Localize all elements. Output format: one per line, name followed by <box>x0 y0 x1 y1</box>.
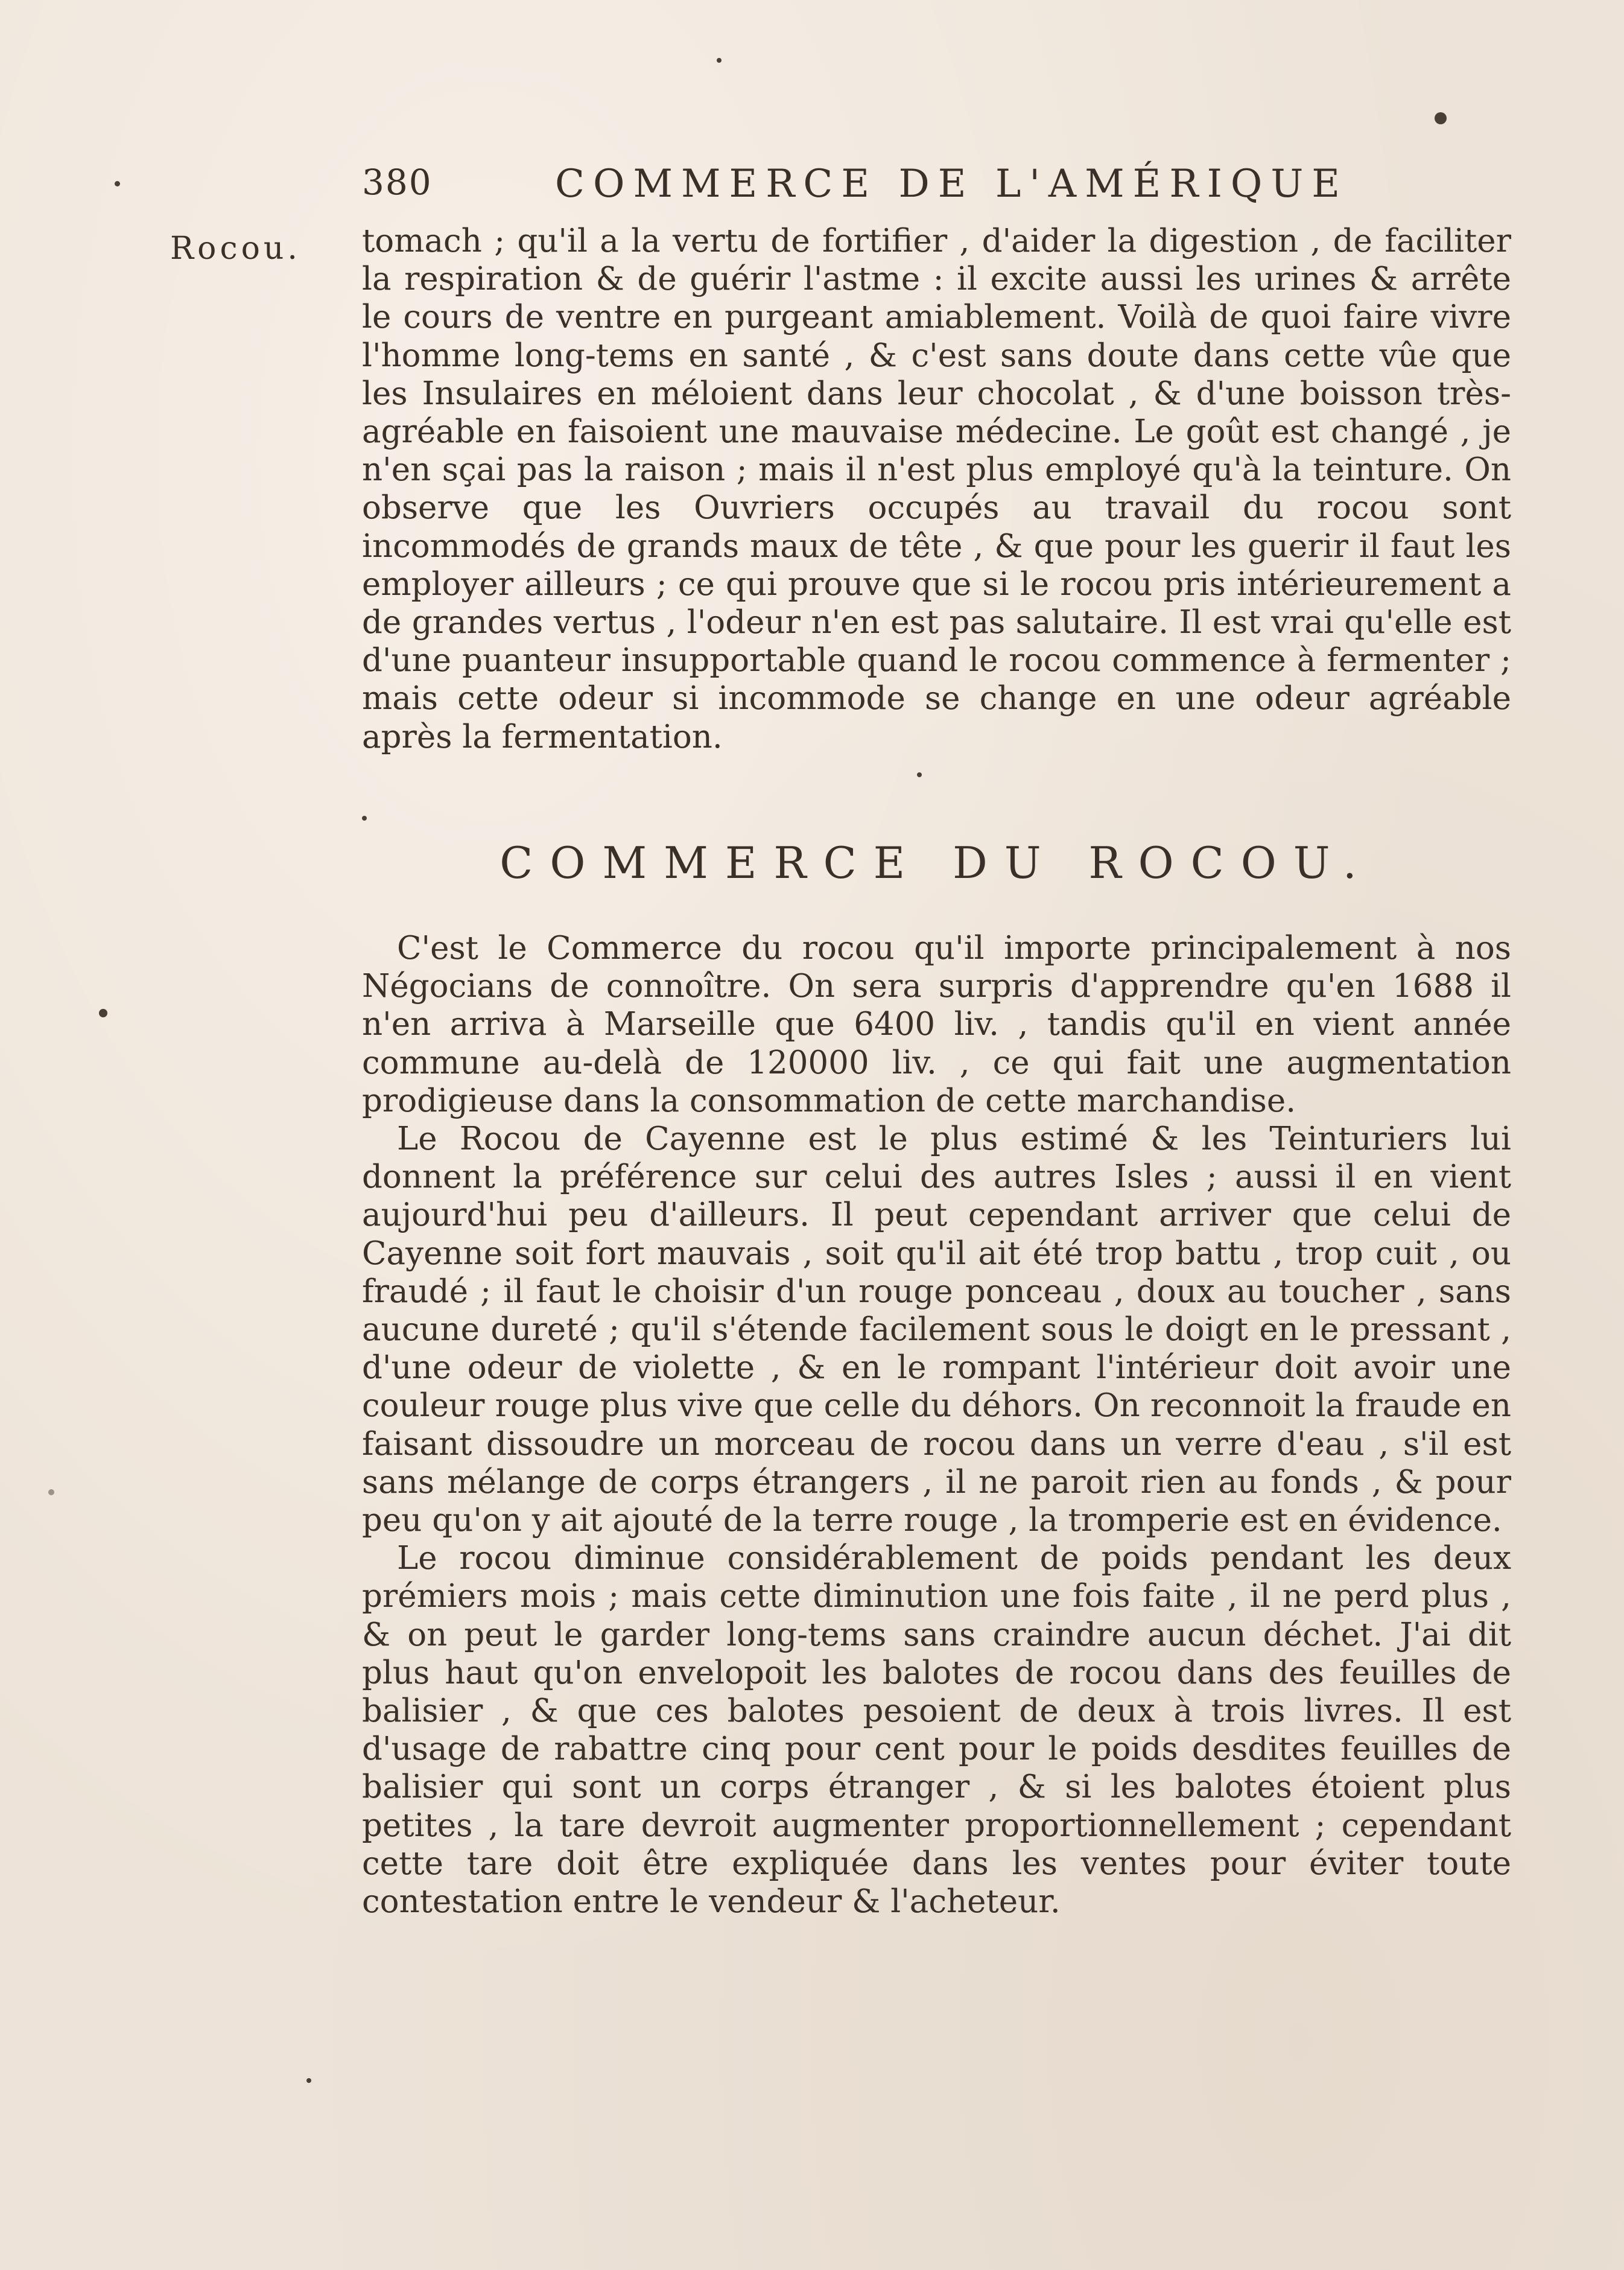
page-number: 380 <box>362 162 433 203</box>
ink-speck <box>48 1489 54 1495</box>
section-paragraph-2: Le Rocou de Cayenne est le plus estimé & les Teinturiers lui donnent la préférence sur celui des autres Isles ; aussi il en vient aujourd'hui peu d'ailleurs. Il peut cependant arriver que celui de Cayenne soit fort mauvais , soit qu'il ait été trop battu , trop cuit , ou fraudé ; il faut le choisir d'un rouge ponceau , doux au toucher , sans aucune dureté ; qu'il s'étende facilement sous le doigt en le pressant , d'une odeur de violette , & en le rompant l'intérieur doit avoir une couleur rouge plus vive que celle du déhors. On reconnoit la fraude en faisant dissoudre un morceau de rocou dans un verre d'eau , s'il est sans mélange de corps étrangers , il ne paroit rien au fonds , & pour peu qu'on y ait ajouté de la terre rouge , la tromperie est en évidence. <box>362 1121 1511 1539</box>
ink-speck <box>1435 112 1447 124</box>
ink-speck <box>306 2078 311 2083</box>
continued-paragraph: tomach ; qu'il a la vertu de fortifier , d'aider la digestion , de faciliter la respiration & de guérir l'astme : il excite aussi les urines & arrête le cours de ventre en purgeant amiablement. Voilà de quoi faire vivre l'homme long-tems en santé , & c'est sans doute dans cette vûe que les Insulaires en méloient dans leur chocolat , & d'une boisson très-agréable en faisoient une mauvaise médecine. Le goût est changé , je n'en sçai pas la raison ; mais il n'est plus employé qu'à la teinture. On observe que les Ouvriers occupés au travail du rocou sont incommodés de grands maux de tête , & que pour les guerir il faut les employer ailleurs ; ce qui prouve que si le rocou pris intérieurement a de grandes vertus , l'odeur n'en est pas salutaire. Il est vrai qu'elle est d'une puanteur insupportable quand le rocou commence à fermenter ; mais cette odeur si incommode se change en une odeur agréable après la fermentation. <box>362 223 1511 755</box>
running-title: COMMERCE DE L'AMÉRIQUE <box>555 162 1348 206</box>
section-paragraph-1: C'est le Commerce du rocou qu'il importe principalement à nos Négocians de connoître. On sera surpris d'apprendre qu'en 1688 il n'en arriva à Marseille que 6400 liv. , tandis qu'il en vient année commune au-delà de 120000 liv. , ce qui fait une augmentation prodigieuse dans la consommation de cette marchandise. <box>362 930 1511 1119</box>
ink-speck <box>99 1009 107 1017</box>
ink-speck <box>717 58 722 63</box>
running-head <box>362 162 1357 204</box>
margin-note: Rocou. <box>170 230 301 267</box>
section-paragraph-3: Le rocou diminue considérablement de poids pendant les deux prémiers mois ; mais cette diminution une fois faite , il ne perd plus , & on peut le garder long-tems sans craindre aucun déchet. J'ai dit plus haut qu'on envelopoit les balotes de rocou dans des feuilles de balisier , & que ces balotes pesoient de deux à trois livres. Il est d'usage de rabattre cinq pour cent pour le poids desdites feuilles de balisier qui sont un corps étranger , & si les balotes étoient plus petites , la tare devroit augmenter proportionnellement ; cependant cette tare doit être expliquée dans les ventes pour éviter toute contestation entre le vendeur & l'acheteur. <box>362 1540 1511 1921</box>
ink-speck <box>362 816 367 821</box>
ink-speck <box>917 772 922 777</box>
section-body <box>362 929 1511 1921</box>
continued-text-block <box>362 222 1511 756</box>
ink-speck <box>115 181 120 186</box>
section-heading: COMMERCE DU ROCOU. <box>500 838 1374 888</box>
